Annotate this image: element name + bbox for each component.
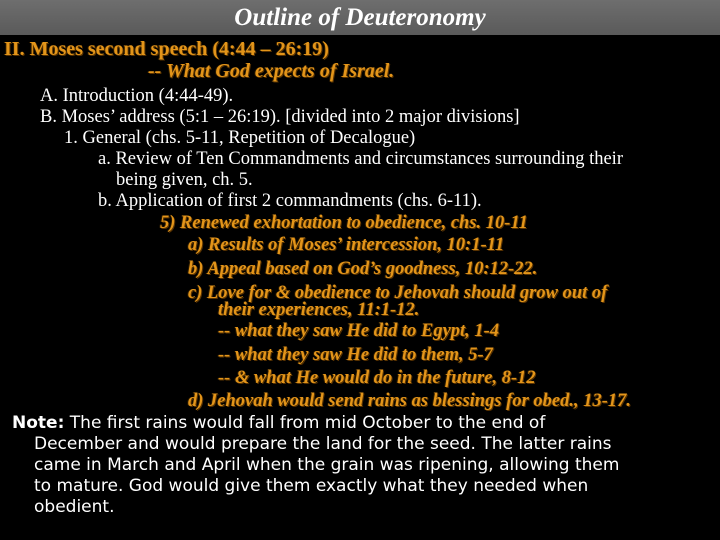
- note-line-2: December and would prepare the land for the seed. The latter rains: [34, 434, 612, 454]
- section-subheading: -- What God expects of Israel.: [148, 60, 395, 82]
- outline-item-5b: b) Appeal based on God’s goodness, 10:12-22.: [188, 259, 538, 279]
- outline-item-5c: c) Love for & obedience to Jehovah should grow out of: [188, 283, 608, 303]
- outline-subitem-egypt: -- what they saw He did to Egypt, 1-4: [218, 321, 500, 341]
- outline-item-5a: a) Results of Moses’ intercession, 10:1-11: [188, 235, 505, 255]
- outline-item-1a-cont: being given, ch. 5.: [116, 170, 253, 190]
- outline-item-1a: a. Review of Ten Commandments and circumstances surrounding their: [98, 149, 623, 169]
- outline-item-5d: d) Jehovah would send rains as blessings for obed., 13-17.: [188, 391, 632, 411]
- title-bar: [0, 0, 720, 35]
- outline-subitem-future: -- & what He would do in the future, 8-12: [218, 368, 536, 388]
- note-line-5: obedient.: [34, 497, 115, 517]
- outline-item-b: B. Moses’ address (5:1 – 26:19). [divided into 2 major divisions]: [40, 107, 520, 127]
- section-heading: II. Moses second speech (4:44 – 26:19): [4, 38, 329, 60]
- note-label: Note:: [12, 413, 65, 433]
- outline-item-5: 5) Renewed exhortation to obedience, chs. 10-11: [160, 213, 528, 233]
- outline-subitem-them: -- what they saw He did to them, 5-7: [218, 345, 493, 365]
- outline-item-a: A. Introduction (4:44-49).: [40, 86, 234, 106]
- note-line-1: [12, 413, 716, 434]
- note-line-3: came in March and April when the grain was ripening, allowing them: [34, 455, 620, 475]
- outline-item-5c-cont: their experiences, 11:1-12.: [218, 300, 420, 320]
- note-text: The first rains would fall from mid October to the end of: [69, 413, 546, 433]
- outline-item-1: 1. General (chs. 5-11, Repetition of Decalogue): [64, 128, 416, 148]
- note-line-4: to mature. God would give them exactly what they needed when: [34, 476, 589, 496]
- note-block: [12, 413, 716, 518]
- outline-item-1b: b. Application of first 2 commandments (chs. 6-11).: [98, 191, 482, 211]
- slide-title: Outline of Deuteronomy: [234, 4, 486, 31]
